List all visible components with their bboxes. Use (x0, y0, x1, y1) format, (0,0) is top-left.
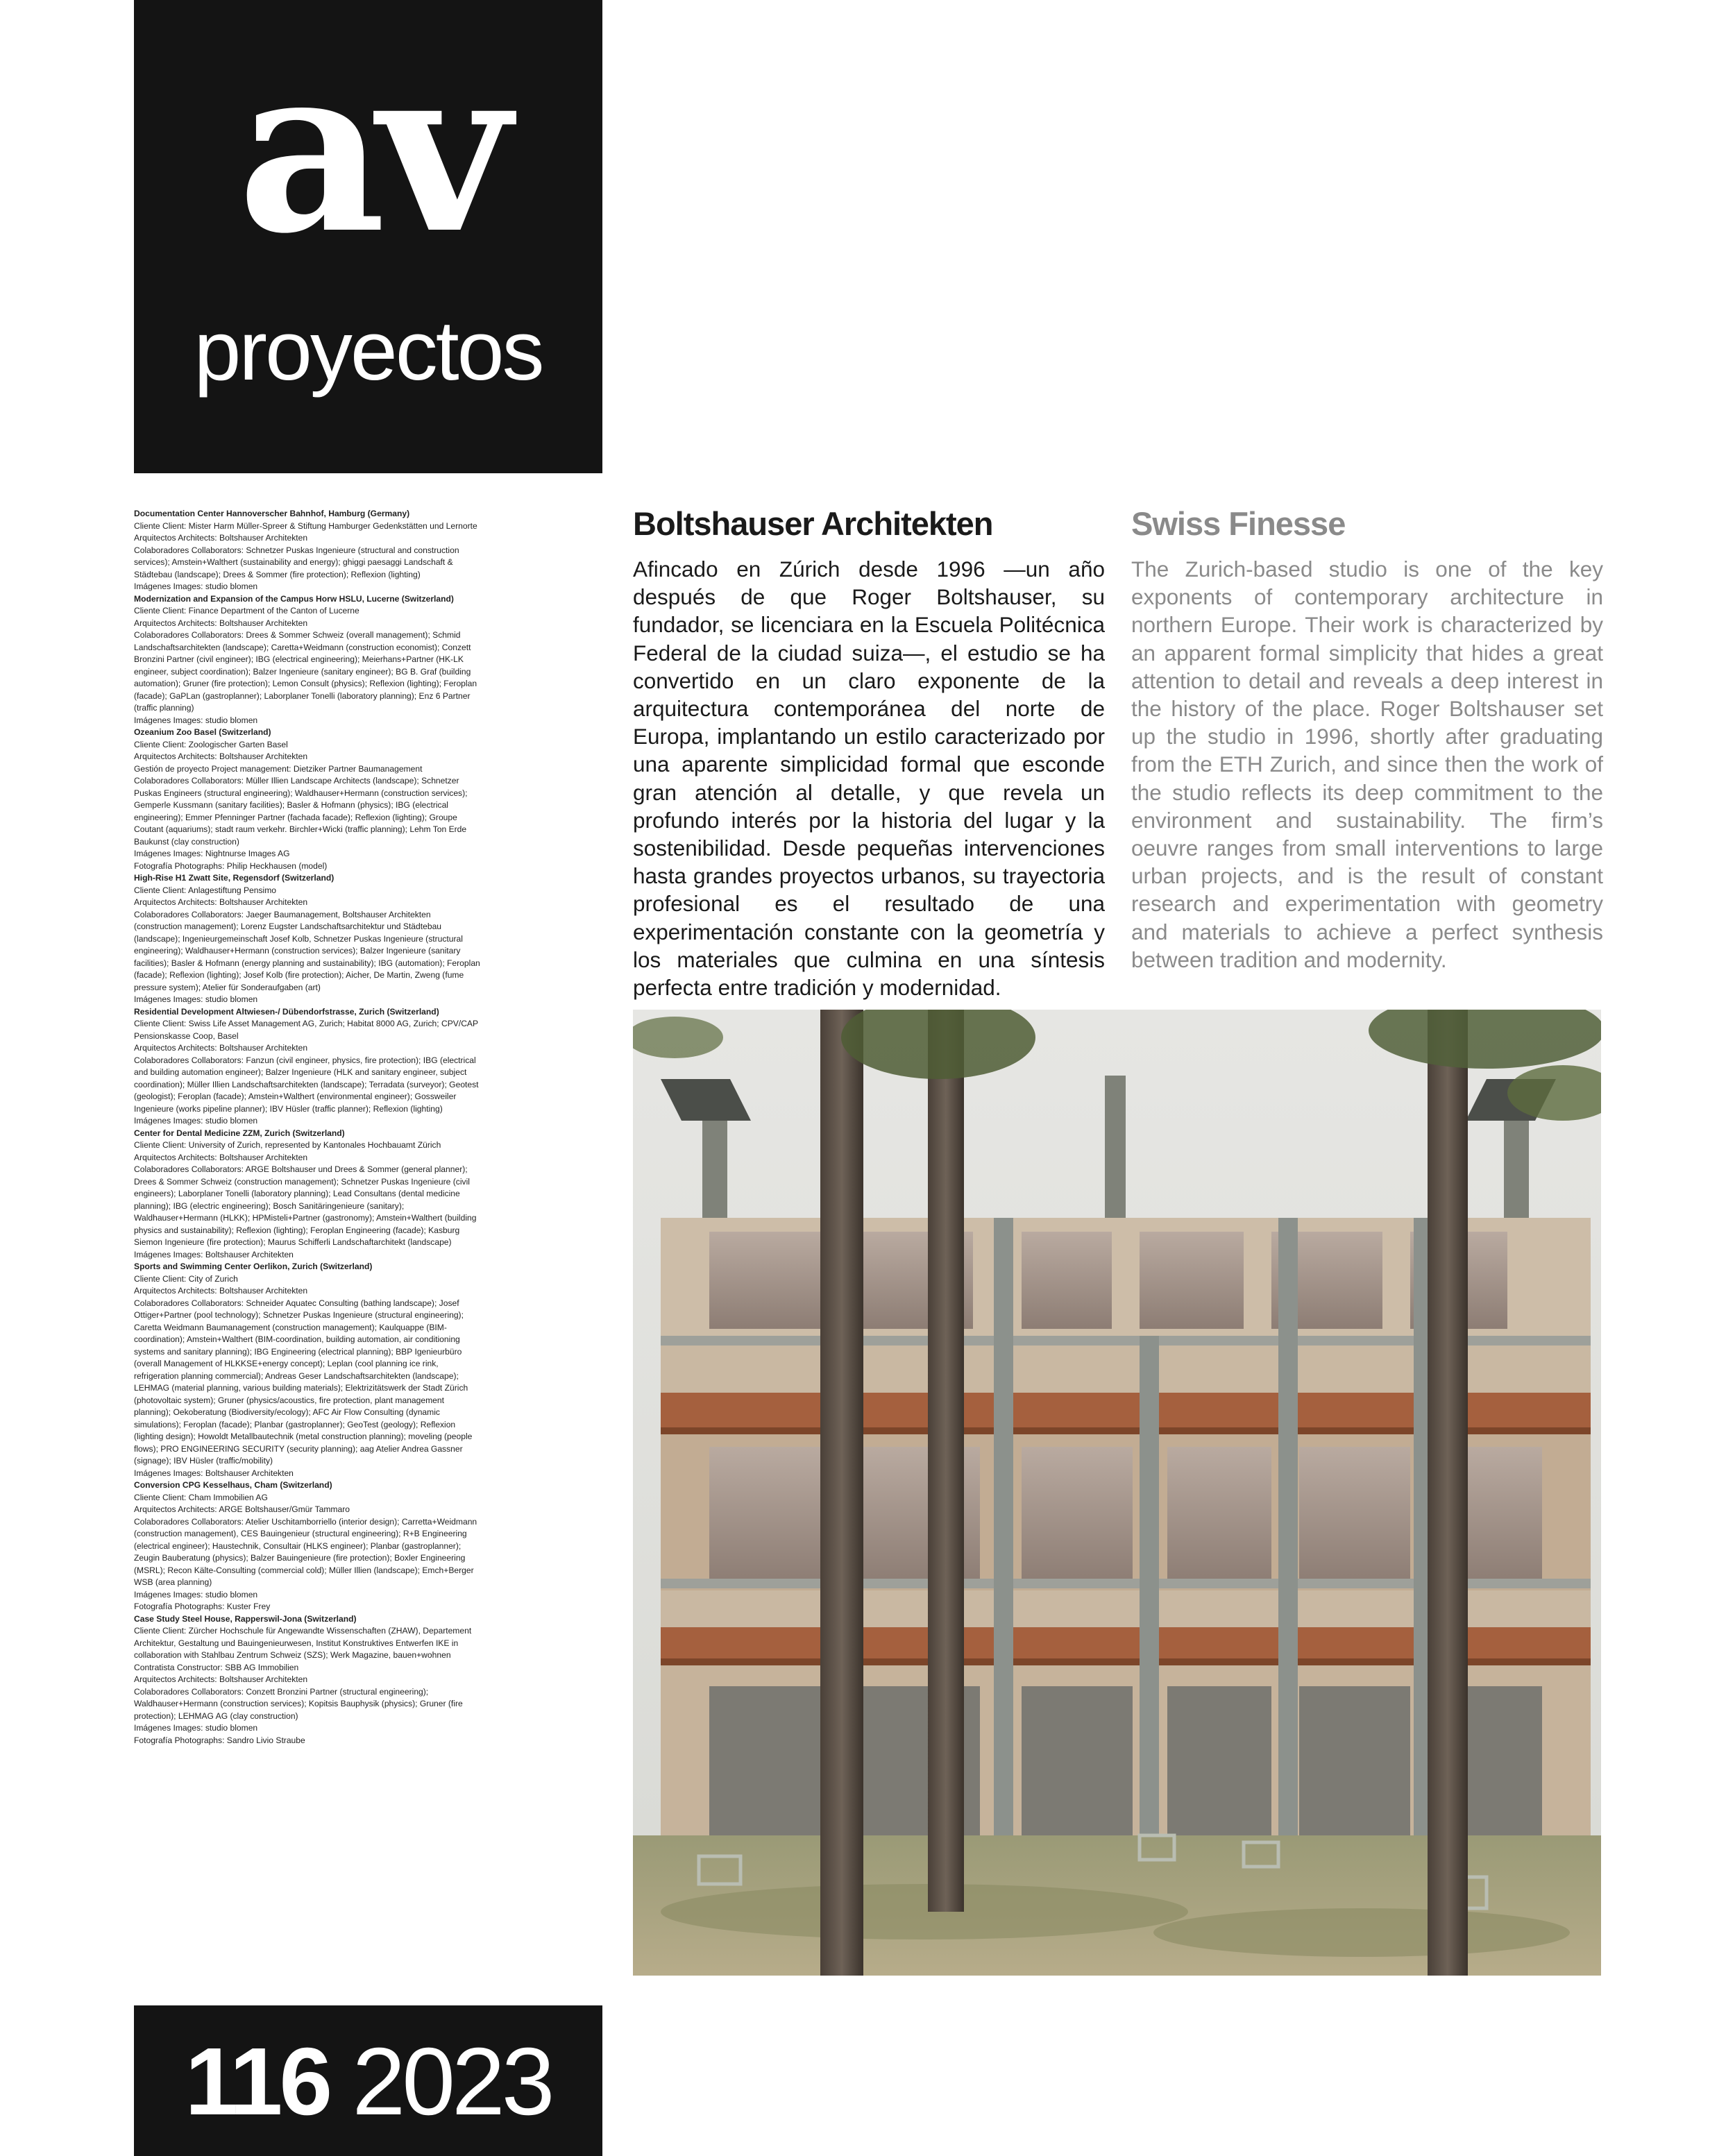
issue-number: 116 (185, 2028, 330, 2135)
credit-line: Imágenes Images: Nightnurse Images AG (134, 849, 290, 858)
building-rendering-photo (633, 1010, 1601, 1976)
credit-line: Contratista Constructor: SBB AG Immobilien (134, 1662, 299, 1672)
credit-line: Cliente Client: Mister Harm Müller-Spreer & Stiftung Hamburger Gedenkstätten und Lernorte (134, 520, 477, 531)
credit-line: Arquitectos Architects: Boltshauser Architekten (134, 1152, 308, 1162)
credit-line: Cliente Client: Cham Immobilien AG (134, 1492, 268, 1502)
credit-project-title: Conversion CPG Kesselhaus, Cham (Switzerland) (134, 1480, 332, 1490)
credit-line: Imágenes Images: studio blomen (134, 582, 258, 591)
logo-name: proyectos (194, 303, 543, 398)
magazine-logo (134, 0, 602, 473)
credit-line: Cliente Client: Swiss Life Asset Management AG, Zurich; Habitat 8000 AG, Zurich; CPV/CAP Pensionskasse Coop, Basel (134, 1019, 478, 1041)
credit-project-title: Ozeanium Zoo Basel (Switzerland) (134, 727, 271, 737)
credit-line: Arquitectos Architects: Boltshauser Architekten (134, 1674, 308, 1684)
credit-line: Cliente Client: Zoologischer Garten Basel (134, 739, 288, 749)
credit-line: Cliente Client: City of Zurich (134, 1273, 238, 1284)
credit-line: Colaboradores Collaborators: Jaeger Baumanagement, Boltshauser Architekten (construction management); Lorenz Eugster Landschaftsarchitektur und Städtebau (landscape); Ingenieurgemeinschaft Josef Kolb, Schnetzer Puskas Ingenieure (structural engineering); Waldhauser+Hermann (construction services); Balzer Ingenieure (sanitary facilities); Basler & Hofmann (energy planning and sustainability); IBG (automation); Feroplan (facade); Reflexion (lighting); Josef Kolb (fire protection); Aicher, De Martin, Zweng (fume pressure system); Atelier für Sonderaufgaben (art) (134, 909, 480, 992)
credit-line: Fotografía Photographs: Sandro Livio Straube (134, 1735, 305, 1745)
credit-line: Colaboradores Collaborators: Drees & Sommer Schweiz (overall management); Schmid Landschaftsarchitekten (landscape); Caretta+Weidmann (construction economist); Conzett Bronzini Partner (civil engineer); IBG (electrical engineering); Meierhans+Partner (HK-LK engineer, subject coordination); Balzer Ingenieure (sanitary engineer); BG B. Graf (building automation); Gruner (fire protection); Lemon Consult (physics); Reflexion (lighting); Feroplan (facade); GaPLan (gastroplanner); Laborplaner Tonelli (laboratory planning); Enz 6 Partner (traffic planning) (134, 630, 477, 713)
credit-line: Colaboradores Collaborators: Schneider Aquatec Consulting (bathing landscape); Josef Ottiger+Partner (pool technology); Schnetzer Puskas Ingenieure (structural engineering); Caretta Weidmann Baumanagement (construction management); Kaulquappe (BIM-coordination); Amstein+Walthert (BIM-coordination, building automation, air conditioning systems and sanitary planning); IBG Engineering (electrical planning); BBP Igenieurbüro (overall Management of HLKKSE+energy concept); Leplan (cool planning ice rink, refrigeration planning commercial); Andreas Geser Landschaftsarchitekten (landscape); LEHMAG (material planning, various building materials); Elektrizitätswerk der Stadt Zürich (photovoltaic system); Gruner (physics/acoustics, fire protection, plant management planning); Oekoberatung (Biodiversity/ecology); AFC Air Flow Consulting (dynamic simulations); Feroplan (facade); Planbar (gastroplanner); GeoTest (geology); Reflexion (lighting design); Howoldt Metallbautechnik (metal construction planning); moveling (people flows); PRO ENGINEERING SECURITY (security planning); aag Atelier Andrea Gassner (signage); IBV Hüsler (traffic/mobility) (134, 1298, 473, 1466)
article-title-spanish: Boltshauser Architekten (633, 505, 993, 542)
credit-project-title: Sports and Swimming Center Oerlikon, Zurich (Switzerland) (134, 1262, 373, 1271)
credit-line: Colaboradores Collaborators: Atelier Uschitamborriello (interior design); Carretta+Weidmann (construction management), CES Bauingenieur (structural engineering); R+B Engineering (electrical engineer); Haustechnik, Consultair (HLKS engineer); Planbar (gastroplanner); Zeugin Bauberatung (physics); Balzer Bauingenieure (fire protection); Boxler Engineering (MSRL); Recon Kälte-Consulting (commercial cold); Müller Illien (landscape); Emch+Berger WSB (area planning) (134, 1516, 477, 1587)
credit-line: Fotografía Photographs: Kuster Frey (134, 1602, 271, 1611)
credit-line: Imágenes Images: studio blomen (134, 1723, 258, 1733)
credit-line: Colaboradores Collaborators: Conzett Bronzini Partner (structural engineering); Waldhauser+Hermann (construction services); Kopitsis Bauphysik (physics); Gruner (fire protection); LEHMAG AG (clay construction) (134, 1686, 463, 1721)
credit-line: Fotografía Photographs: Philip Heckhausen (model) (134, 860, 328, 871)
article-body-english: The Zurich-based studio is one of the key exponents of contemporary architecture in northern Europe. Their work is characterized by an apparent formal simplicity that hides a great attention to detail and reveals a deep interest in the history of the place. Roger Boltshauser set up the studio in 1996, shortly after graduating from the ETH Zurich, and since then the work of the studio reflects its deep commitment to the environment and sustainability. The firm’s oeuvre ranges from small interventions to large urban projects, and is the result of constant research and experimentation with geometry and materials to achieve a perfect synthesis between tradition and modernity. (1131, 557, 1603, 972)
credit-line: Imágenes Images: studio blomen (134, 994, 258, 1004)
issue-year: 2023 (352, 2028, 552, 2135)
logo-mark: av (237, 15, 502, 284)
credit-line: Arquitectos Architects: Boltshauser Architekten (134, 897, 308, 907)
issue-badge (134, 2005, 602, 2156)
credit-line: Imágenes Images: Boltshauser Architekten (134, 1249, 294, 1259)
credit-line: Imágenes Images: studio blomen (134, 1116, 258, 1126)
issue-text (134, 2028, 602, 2135)
credit-line: Imágenes Images: Boltshauser Architekten (134, 1468, 294, 1478)
credit-line: Colaboradores Collaborators: Schnetzer Puskas Ingenieure (structural and construction services); Amstein+Walthert (sustainability and energy); ghiggi paesaggi Landschaft & Städtebau (landscape); Drees & Sommer (fire protection); Reflexion (lighting) (134, 545, 459, 579)
credit-line: Colaboradores Collaborators: Fanzun (civil engineer, physics, fire protection); IBG (electrical and building automation engineer); Balzer Ingenieure (HLK and sanitary engineer, subject coordination); Müller Illien Landschaftsarchitekten (landscape); Terradata (surveyor); Geotest (geologist); Feroplan (facade); Amstein+Walthert (environmental engineer); Gossweiler Ingenieure (works pipeline planner); IBV Hüsler (traffic planner); Reflexion (lighting) (134, 1055, 479, 1114)
credit-line: Arquitectos Architects: Boltshauser Architekten (134, 533, 308, 543)
credit-line: Imágenes Images: studio blomen (134, 715, 258, 725)
credit-line: Cliente Client: Anlagestiftung Pensimo (134, 885, 277, 895)
credit-project-title: Residential Development Altwiesen-/ Dübendorfstrasse, Zurich (Switzerland) (134, 1006, 439, 1017)
article-title-english: Swiss Finesse (1131, 505, 1346, 542)
credit-project-title: Modernization and Expansion of the Campus Horw HSLU, Lucerne (Switzerland) (134, 593, 454, 604)
credit-line: Arquitectos Architects: Boltshauser Architekten (134, 618, 308, 628)
credit-project-title: Documentation Center Hannoverscher Bahnhof, Hamburg (Germany) (134, 509, 410, 518)
article-body-spanish: Afincado en Zúrich desde 1996 —un año después de que Roger Boltshauser, su fundador, se licenciara en la Escuela Politécnica Federal de la ciudad suiza—, el estudio se ha convertido en un claro exponente de la arquitectura contemporánea del norte de Europa, implantando un estilo caracterizado por una aparente simplicidad formal que esconde gran atención al detalle, y que revela un profundo interés por la historia del lugar y la sostenibilidad. Desde pequeñas intervenciones hasta grandes proyectos urbanos, su trayectoria profesional es el resultado de una experimentación constante con la geometría y los materiales que culmina en una síntesis perfecta entre tradición y modernidad. (633, 557, 1105, 1001)
credit-project-title: High-Rise H1 Zwatt Site, Regensdorf (Switzerland) (134, 873, 335, 883)
credit-line: Arquitectos Architects: Boltshauser Architekten (134, 752, 308, 761)
credit-project-title: Case Study Steel House, Rapperswil-Jona (Switzerland) (134, 1613, 357, 1624)
credit-line: Arquitectos Architects: ARGE Boltshauser/Gmür Tammaro (134, 1504, 350, 1514)
project-credits (134, 508, 481, 1972)
credit-line: Arquitectos Architects: Boltshauser Architekten (134, 1286, 308, 1296)
credit-line: Cliente Client: Zürcher Hochschule für Angewandte Wissenschaften (ZHAW), Departement Architektur, Gestaltung und Bauingenieurwesen, Institut Konstruktives Entwerfen IKE in collaboration with Stahlbau Zentrum Schweiz (SZS); Werk Magazine, bauen+wohnen (134, 1626, 472, 1660)
credit-line: Colaboradores Collaborators: Müller Illien Landscape Architects (landscape); Schnetzer Puskas Engineers (structural engineering); Waldhauser+Hermann (construction services); Gemperle Kussmann (sanitary facilities); Basler & Hofmann (physics); IBG (electrical engineering); Emmer Pfenninger Partner (fachada facade); Reflexion (lighting); Groupe Coutant (aquariums); stadt raum verkehr. Birchler+Wicki (traffic planning); Lehm Ton Erde Baukunst (clay construction) (134, 776, 468, 847)
credit-line: Cliente Client: University of Zurich, represented by Kantonales Hochbauamt Zürich (134, 1140, 441, 1150)
credit-project-title: Center for Dental Medicine ZZM, Zurich (Switzerland) (134, 1128, 345, 1138)
credit-line: Gestión de proyecto Project management: Dietziker Partner Baumanagement (134, 763, 423, 774)
credit-line: Arquitectos Architects: Boltshauser Architekten (134, 1043, 308, 1053)
credit-line: Cliente Client: Finance Department of the Canton of Lucerne (134, 606, 359, 616)
credit-line: Colaboradores Collaborators: ARGE Boltshauser und Drees & Sommer (general planner); Drees & Sommer Schweiz (construction management); Schnetzer Puskas Ingenieure (civil engineers); Laborplaner Tonelli (laboratory planning); Lead Consultans (dental medicine planning); IBG (electric engineering); Bosch Sanitäringenieure (sanitary); Waldhauser+Hermann (HLKK); HPMisteli+Partner (gastronomy); Amstein+Walthert (building physics and sustainability); Reflexion (lighting); Feroplan Engineering (facade); Kasburg Siemon Ingenieure (fire protection); Maurus Schifferli Landschaftarchitekt (landscape) (134, 1164, 477, 1247)
credit-line: Imágenes Images: studio blomen (134, 1589, 258, 1599)
